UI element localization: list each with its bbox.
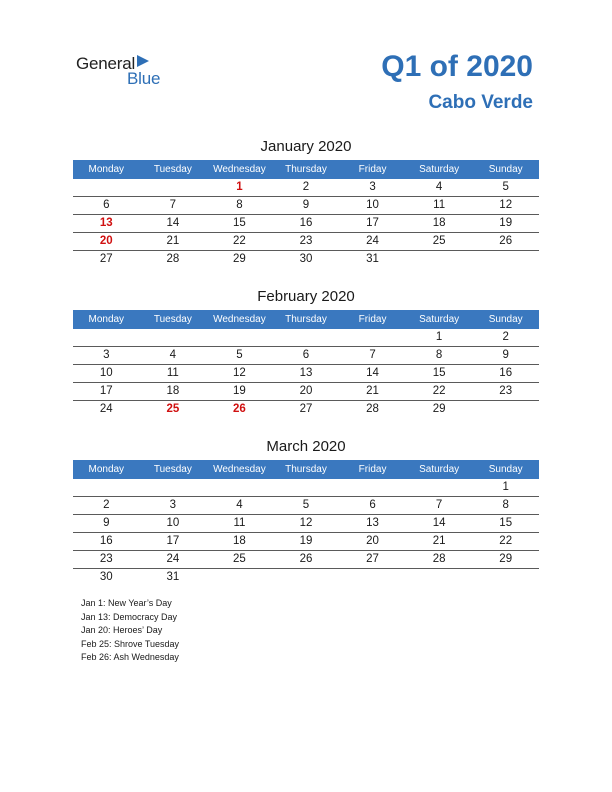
week-row	[73, 251, 539, 268]
day-cell: 15	[233, 217, 246, 229]
weekday-header	[73, 310, 539, 329]
logo-triangle-icon	[137, 55, 149, 67]
day-cell: 1	[435, 331, 443, 343]
day-cell: 11	[233, 517, 246, 529]
day-cell: 18	[432, 217, 446, 229]
empty-day-cell	[73, 479, 140, 496]
empty-day-cell	[472, 251, 539, 268]
month-title: February 2020	[257, 288, 355, 305]
day-cell: 28	[166, 253, 180, 265]
day-cell: 1	[502, 481, 509, 493]
day-cell: 6	[103, 199, 110, 211]
logo	[76, 52, 176, 88]
day-cell: 21	[432, 535, 446, 547]
day-cell: 13	[366, 517, 379, 529]
empty-day-cell	[339, 479, 406, 496]
month-calendar-january	[73, 136, 539, 268]
day-cell: 1	[236, 181, 243, 193]
day-cell: 22	[233, 235, 246, 247]
day-cell: 17	[366, 217, 379, 229]
day-cell: 24	[166, 553, 180, 565]
day-cell: 12	[499, 199, 513, 211]
empty-day-cell	[73, 329, 140, 346]
empty-day-cell	[273, 329, 340, 346]
day-cell: 25	[233, 553, 246, 565]
holiday-item: Jan 1: New Year’s Day	[81, 598, 172, 608]
day-cell: 21	[366, 385, 379, 397]
day-cell: 25	[166, 403, 180, 415]
week-row	[73, 197, 539, 215]
day-cell: 31	[166, 571, 180, 583]
day-cell: 5	[302, 499, 310, 511]
day-cell: 7	[369, 349, 376, 361]
empty-day-cell	[73, 179, 140, 196]
week-row	[73, 569, 539, 586]
day-cell: 28	[366, 403, 379, 415]
weekday-header	[73, 160, 539, 179]
month-title: March 2020	[266, 438, 346, 455]
day-cell: 11	[433, 199, 446, 211]
day-cell: 3	[103, 349, 110, 361]
empty-day-cell	[140, 179, 207, 196]
day-cell: 19	[499, 217, 513, 229]
day-cell: 4	[169, 349, 177, 361]
weekday-label: Thursday	[285, 164, 327, 175]
month-calendar-march	[73, 436, 539, 586]
day-cell: 21	[166, 235, 180, 247]
week-row	[73, 533, 539, 551]
week-row	[73, 215, 539, 233]
weekday-label: Thursday	[285, 314, 327, 325]
holiday-item: Feb 25: Shrove Tuesday	[81, 638, 180, 649]
day-cell: 9	[103, 517, 110, 529]
week-row	[73, 365, 539, 383]
day-cell: 6	[302, 349, 310, 361]
week-row	[73, 515, 539, 533]
weekday-label: Monday	[88, 164, 125, 175]
day-cell: 5	[502, 181, 509, 193]
day-cell: 15	[499, 517, 513, 529]
empty-day-cell	[339, 329, 406, 346]
week-row	[73, 233, 539, 251]
empty-day-cell	[406, 479, 473, 496]
day-cell: 9	[302, 199, 310, 211]
weekday-label: Sunday	[488, 164, 523, 175]
empty-day-cell	[140, 479, 207, 496]
empty-day-cell	[273, 569, 340, 586]
holiday-list	[81, 597, 179, 665]
weekday-label: Tuesday	[153, 464, 192, 475]
day-cell: 4	[435, 181, 443, 193]
day-cell: 27	[299, 403, 313, 415]
holiday-item: Jan 20: Heroes’ Day	[81, 625, 163, 635]
day-cell: 17	[99, 385, 113, 397]
day-cell: 2	[302, 181, 310, 193]
day-cell: 5	[236, 349, 243, 361]
day-cell: 12	[299, 517, 313, 529]
weekday-label: Friday	[358, 164, 387, 175]
day-cell: 14	[166, 217, 180, 229]
day-cell: 10	[99, 367, 113, 379]
day-cell: 27	[99, 253, 113, 265]
empty-day-cell	[273, 479, 340, 496]
day-cell: 18	[233, 535, 246, 547]
day-cell: 10	[366, 199, 379, 211]
day-cell: 14	[366, 367, 379, 379]
day-cell: 30	[99, 571, 113, 583]
weekday-label: Sunday	[488, 314, 523, 325]
weekday-label: Saturday	[419, 314, 460, 325]
day-cell: 16	[99, 535, 113, 547]
day-cell: 3	[169, 499, 177, 511]
week-row	[73, 329, 539, 347]
country-name: Cabo Verde	[428, 92, 533, 113]
week-row	[73, 347, 539, 365]
day-cell: 13	[299, 367, 313, 379]
week-row	[73, 551, 539, 569]
empty-day-cell	[472, 569, 539, 586]
weekday-label: Sunday	[488, 464, 523, 475]
weekday-label: Monday	[88, 464, 125, 475]
weekday-label: Thursday	[285, 464, 327, 475]
day-cell: 22	[432, 385, 446, 397]
day-cell: 16	[299, 217, 313, 229]
day-cell: 17	[166, 535, 180, 547]
week-row	[73, 497, 539, 515]
day-cell: 15	[432, 367, 446, 379]
day-cell: 8	[236, 199, 243, 211]
empty-day-cell	[140, 329, 207, 346]
day-cell: 26	[499, 235, 513, 247]
day-cell: 3	[369, 181, 376, 193]
weekday-label: Wednesday	[213, 164, 266, 175]
day-cell: 16	[499, 367, 513, 379]
month-title: January 2020	[260, 138, 352, 155]
empty-day-cell	[206, 569, 273, 586]
day-cell: 24	[366, 235, 379, 247]
weekday-label: Wednesday	[213, 314, 266, 325]
empty-day-cell	[206, 329, 273, 346]
empty-day-cell	[406, 569, 473, 586]
day-cell: 20	[299, 385, 313, 397]
day-cell: 4	[236, 499, 243, 511]
day-cell: 13	[99, 217, 113, 229]
day-cell: 26	[233, 403, 246, 415]
day-cell: 29	[432, 403, 446, 415]
day-cell: 2	[502, 331, 509, 343]
day-cell: 20	[99, 235, 113, 247]
weekday-label: Saturday	[419, 164, 460, 175]
day-cell: 26	[299, 553, 313, 565]
day-cell: 24	[99, 403, 113, 415]
week-row	[73, 383, 539, 401]
day-cell: 23	[499, 385, 513, 397]
empty-day-cell	[472, 401, 539, 418]
holiday-item: Feb 26: Ash Wednesday	[81, 652, 179, 662]
day-cell: 7	[435, 499, 443, 511]
day-cell: 30	[299, 253, 313, 265]
day-cell: 19	[299, 535, 313, 547]
weekday-label: Tuesday	[153, 164, 192, 175]
day-cell: 11	[166, 367, 179, 379]
weekday-label: Friday	[358, 464, 387, 475]
day-cell: 28	[432, 553, 446, 565]
day-cell: 29	[233, 253, 246, 265]
week-row	[73, 479, 539, 497]
day-cell: 27	[366, 553, 379, 565]
day-cell: 23	[299, 235, 313, 247]
weekday-label: Wednesday	[213, 464, 266, 475]
day-cell: 19	[233, 385, 246, 397]
day-cell: 14	[432, 517, 446, 529]
weekday-label: Tuesday	[153, 314, 192, 325]
logo-text-general: General	[76, 54, 136, 73]
day-cell: 7	[169, 199, 177, 211]
page-title: Q1 of 2020	[381, 50, 533, 83]
day-cell: 9	[502, 349, 509, 361]
logo-text-blue: Blue	[127, 69, 161, 88]
empty-day-cell	[406, 251, 473, 268]
day-cell: 25	[432, 235, 446, 247]
day-cell: 8	[502, 499, 509, 511]
day-cell: 20	[366, 535, 379, 547]
day-cell: 31	[366, 253, 379, 265]
day-cell: 2	[103, 499, 110, 511]
weekday-label: Friday	[358, 314, 387, 325]
week-row	[73, 401, 539, 418]
weekday-header	[73, 460, 539, 479]
empty-day-cell	[339, 569, 406, 586]
holiday-item: Jan 13: Democracy Day	[81, 611, 178, 622]
day-cell: 8	[435, 349, 443, 361]
month-calendar-february	[73, 286, 539, 418]
day-cell: 18	[166, 385, 180, 397]
weekday-label: Saturday	[419, 464, 460, 475]
week-row	[73, 179, 539, 197]
day-cell: 23	[99, 553, 113, 565]
empty-day-cell	[206, 479, 273, 496]
day-cell: 12	[233, 367, 246, 379]
day-cell: 29	[499, 553, 513, 565]
day-cell: 22	[499, 535, 513, 547]
weekday-label: Monday	[88, 314, 125, 325]
day-cell: 6	[369, 499, 376, 511]
day-cell: 10	[166, 517, 180, 529]
